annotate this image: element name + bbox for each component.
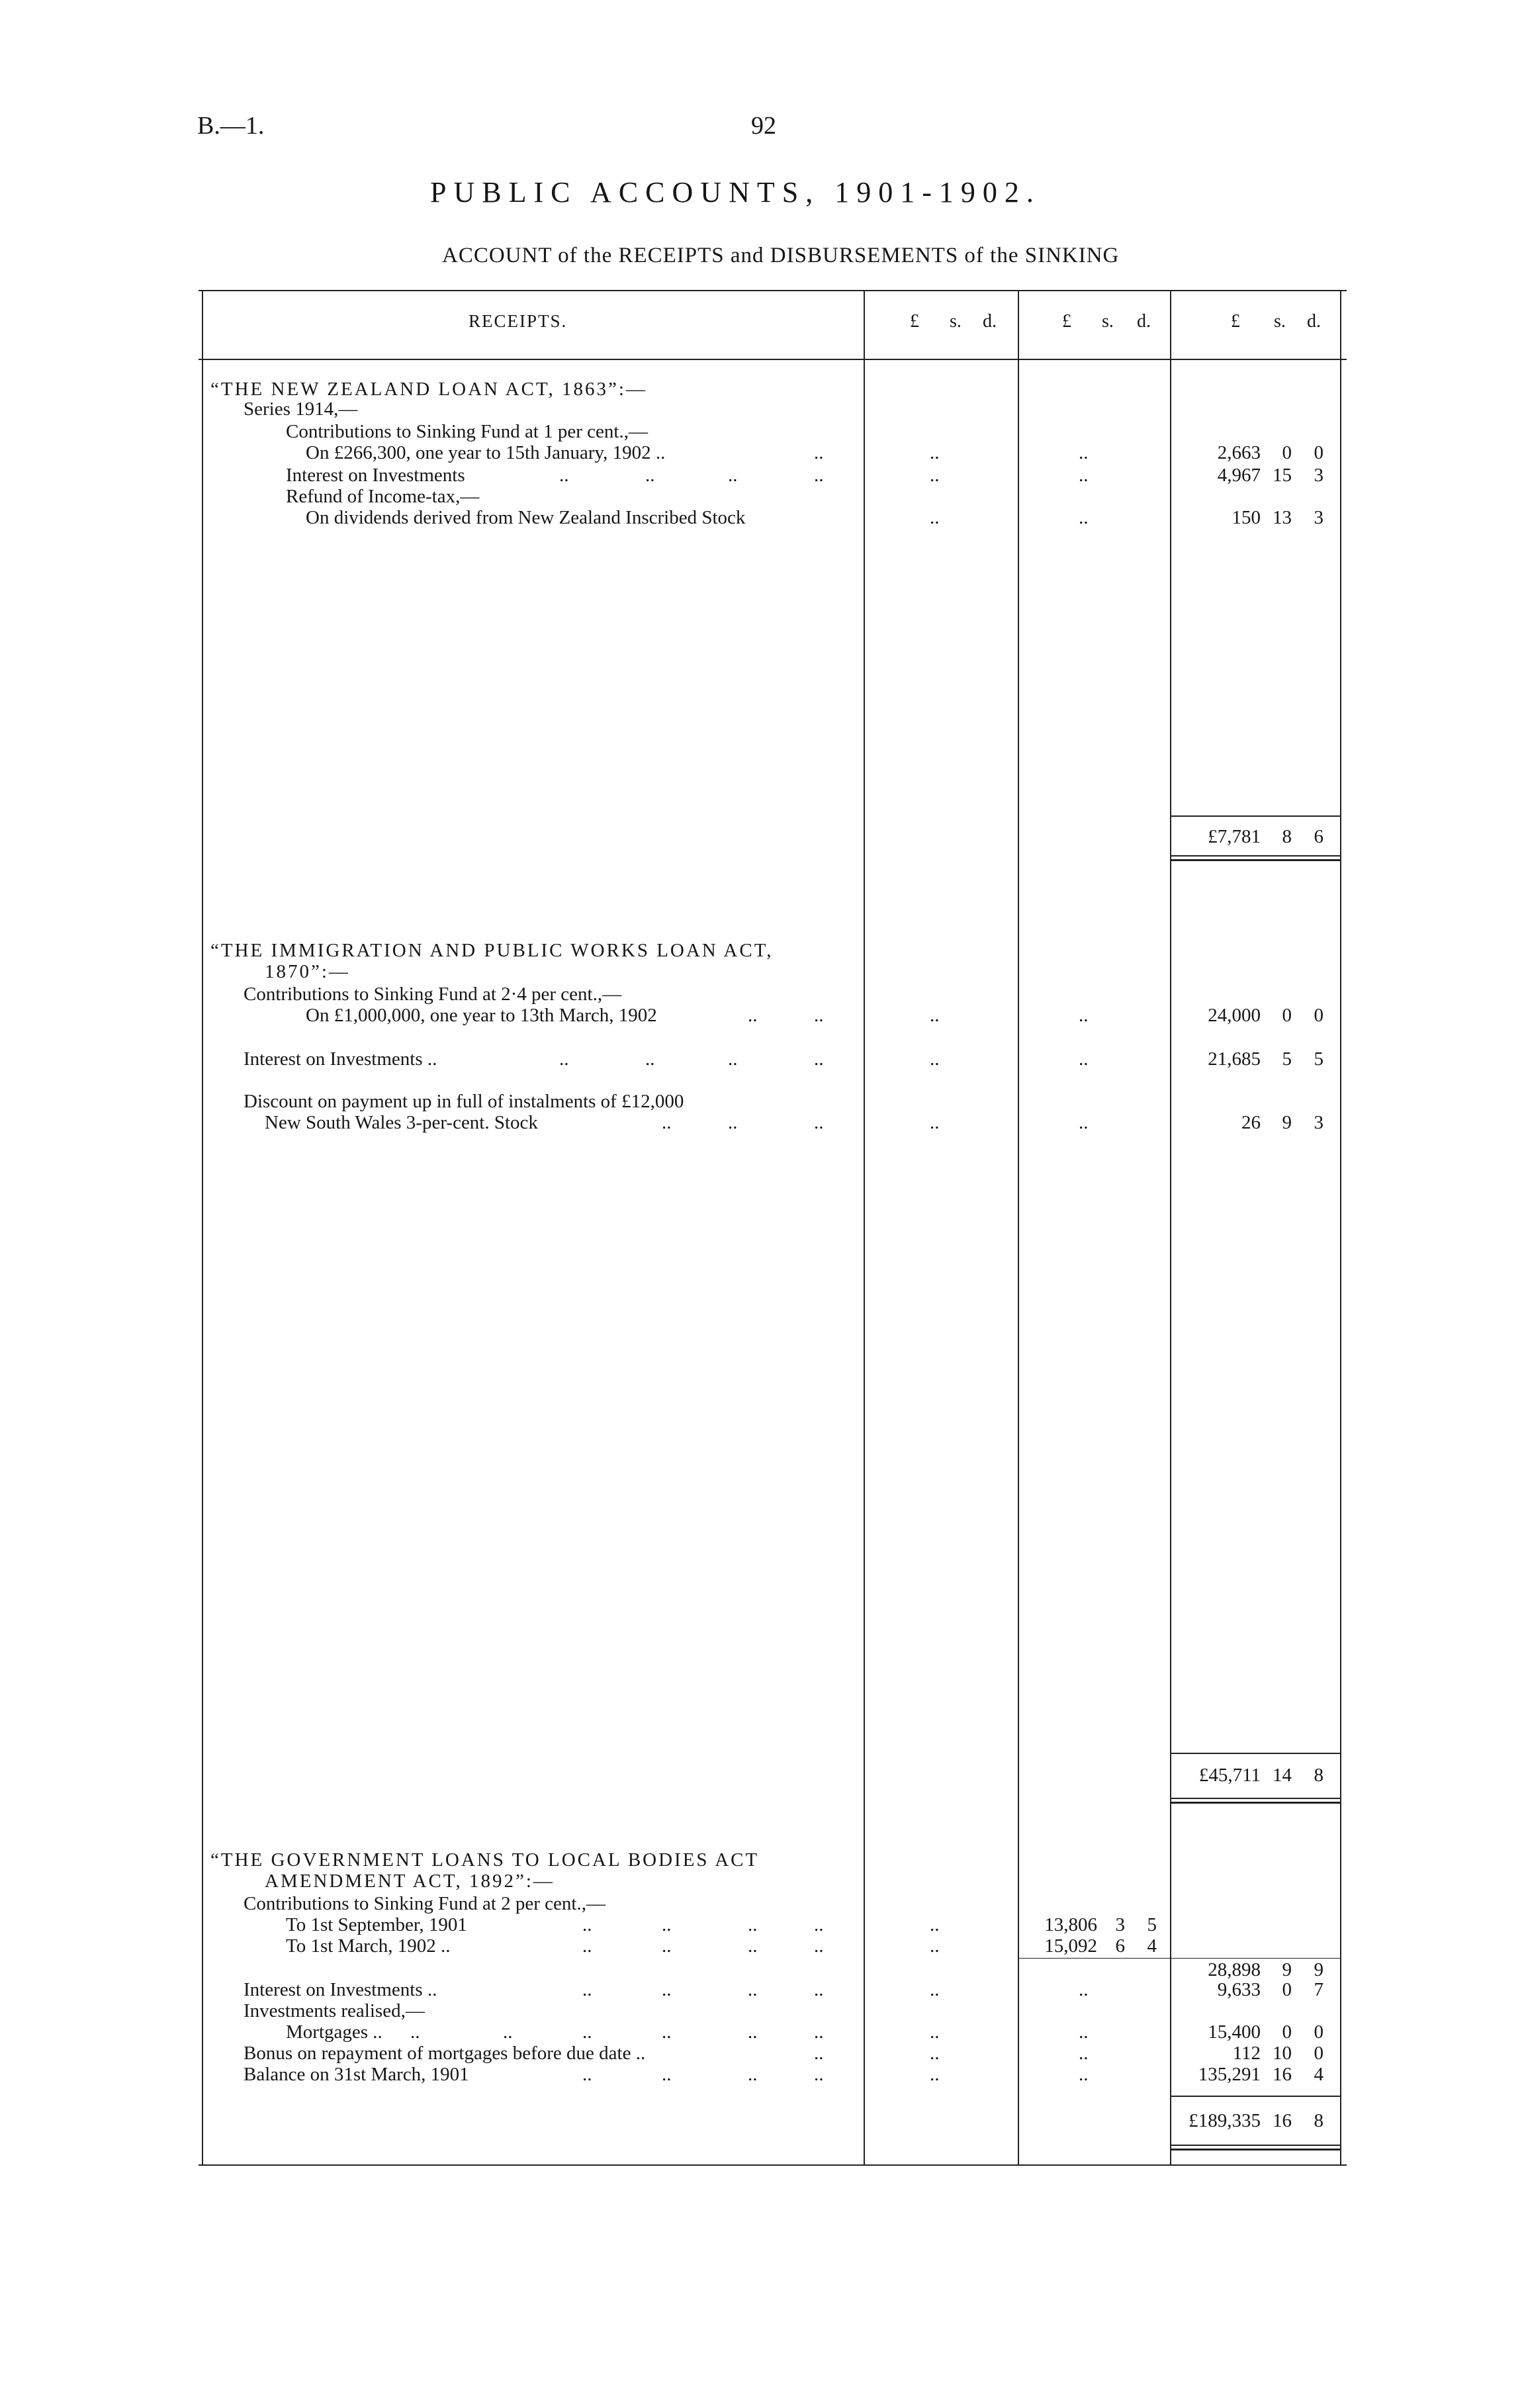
pounds-value: 135,291 [1198,2064,1261,2085]
balance-line: Balance on 31st March, 1901 [244,2064,469,2085]
leader-dots: .. [930,2043,940,2064]
leader-dots: .. [814,2021,824,2043]
pence-value: 6 [1314,826,1323,847]
shillings-value: 0 [1282,442,1292,463]
section-heading-cont: AMENDMENT ACT, 1892”:— [265,1871,555,1892]
leader-dots: .. [930,442,940,463]
section-heading-cont: 1870”:— [265,961,350,982]
pound-label: £ [1062,311,1071,332]
double-rule [1170,1802,1340,1804]
shillings-value: 16 [1273,2110,1292,2131]
interest-line: Interest on Investments .. [244,1048,437,1070]
col-divider-2 [1018,290,1019,2166]
leader-dots: .. [748,2064,758,2085]
leader-dots: .. [930,1048,940,1070]
pounds-value: 15,092 [1044,1935,1097,1957]
pence-label: d. [1137,311,1151,332]
section-heading: “THE GOVERNMENT LOANS TO LOCAL BODIES ACT [210,1849,760,1871]
leader-dots: .. [814,442,824,463]
col-divider-1 [864,290,865,2166]
pence-value: 0 [1314,2043,1323,2064]
pence-value: 4 [1314,2064,1323,2085]
pence-value: 3 [1314,1112,1323,1133]
double-rule [1170,2149,1340,2151]
pound-label: £ [1231,311,1240,332]
pounds-value: 24,000 [1208,1005,1261,1026]
pound-label: £ [910,311,919,332]
shilling-label: s. [950,311,962,332]
on-amount-line: On £1,000,000, one year to 13th March, 1902 [306,1005,657,1026]
leader-dots: .. [410,2021,420,2043]
page-ref: B.—1. [197,112,265,140]
leader-dots: .. [645,465,655,486]
leader-dots: .. [582,2021,592,2043]
pence-value: 3 [1314,507,1323,528]
pounds-value: 21,685 [1208,1048,1261,1070]
leader-dots: .. [930,1935,940,1957]
leader-dots: .. [1079,442,1089,463]
double-rule [1170,1798,1340,1799]
pence-value: 4 [1147,1935,1157,1957]
leader-dots: .. [662,2021,672,2043]
leader-dots: .. [930,2064,940,2085]
pounds-value: 150 [1232,507,1261,528]
leader-dots: .. [662,1914,672,1935]
on-amount-line: On £266,300, one year to 15th January, 1902 .. [306,442,666,463]
leader-dots: .. [930,1914,940,1935]
leader-dots: .. [559,1048,569,1070]
pence-value: 7 [1314,1979,1323,2000]
shillings-value: 13 [1273,507,1292,528]
table-right-border [1340,290,1341,2166]
contrib-line: Contributions to Sinking Fund at 1 per cent.,— [286,421,648,442]
pence-value: 9 [1314,1959,1323,1980]
leader-dots: .. [728,1048,738,1070]
pounds-value: 9,633 [1217,1979,1261,2000]
leader-dots: .. [748,1979,758,2000]
total-rule [1170,1753,1340,1754]
leader-dots: .. [814,1005,824,1026]
double-rule [1170,2145,1340,2146]
shillings-value: 0 [1282,1979,1292,2000]
leader-dots: .. [1079,2043,1089,2064]
interest-line: Interest on Investments [286,465,465,486]
leader-dots: .. [662,1112,672,1133]
pounds-value: 13,806 [1044,1914,1097,1935]
contrib-line: Contributions to Sinking Fund at 2·4 per cent.,— [244,984,622,1005]
leader-dots: .. [662,1979,672,2000]
account-subtitle: ACCOUNT of the RECEIPTS and DISBURSEMENTS of the SINKING [442,244,1120,267]
leader-dots: .. [1079,1005,1089,1026]
pence-label: d. [1307,311,1321,332]
shilling-label: s. [1274,311,1286,332]
total-rule [1170,2096,1340,2097]
pounds-value: £45,711 [1198,1765,1261,1786]
shillings-value: 16 [1273,2064,1292,2085]
leader-dots: .. [930,465,940,486]
shillings-value: 10 [1273,2043,1292,2064]
shillings-value: 6 [1115,1935,1125,1957]
pence-value: 3 [1314,465,1323,486]
leader-dots: .. [1079,507,1089,528]
leader-dots: .. [930,1005,940,1026]
series-line: Series 1914,— [244,398,358,420]
pounds-value: £7,781 [1208,826,1261,847]
march-line: To 1st March, 1902 .. [286,1935,451,1957]
leader-dots: .. [582,2064,592,2085]
shillings-value: 0 [1282,2021,1292,2043]
pence-value: 5 [1147,1914,1157,1935]
shillings-value: 5 [1282,1048,1292,1070]
leader-dots: .. [1079,1112,1089,1133]
subtotal-rule [1018,1958,1340,1959]
table-left-border [202,290,203,2166]
shillings-value: 14 [1273,1765,1292,1786]
header-rule [199,359,1347,360]
leader-dots: .. [1079,2021,1089,2043]
leader-dots: .. [930,1979,940,2000]
table-bottom-rule [199,2164,1347,2166]
shillings-value: 3 [1115,1914,1125,1935]
shilling-label: s. [1102,311,1114,332]
shillings-value: 9 [1282,1112,1292,1133]
contrib-line: Contributions to Sinking Fund at 2 per cent.,— [244,1893,605,1914]
leader-dots: .. [814,2043,824,2064]
leader-dots: .. [1079,1048,1089,1070]
page-title: PUBLIC ACCOUNTS, 1901-1902. [430,176,1041,208]
leader-dots: .. [814,465,824,486]
leader-dots: .. [559,465,569,486]
leader-dots: .. [814,1935,824,1957]
leader-dots: .. [1079,2064,1089,2085]
leader-dots: .. [930,2021,940,2043]
leader-dots: .. [728,465,738,486]
leader-dots: .. [814,1048,824,1070]
pence-value: 0 [1314,2021,1323,2043]
leader-dots: .. [814,1914,824,1935]
leader-dots: .. [645,1048,655,1070]
leader-dots: .. [814,2064,824,2085]
realised-line: Investments realised,— [244,2000,425,2021]
pounds-value: 15,400 [1208,2021,1261,2043]
leader-dots: .. [748,1914,758,1935]
pounds-value: 2,663 [1217,442,1261,463]
double-rule [1170,855,1340,857]
interest-line: Interest on Investments .. [244,1979,437,2000]
pence-label: d. [983,311,997,332]
leader-dots: .. [728,1112,738,1133]
pounds-value: 28,898 [1208,1959,1261,1980]
section-heading: “THE IMMIGRATION AND PUBLIC WORKS LOAN ACT, [210,940,774,961]
leader-dots: .. [1079,465,1089,486]
leader-dots: .. [503,2021,513,2043]
dividends-line: On dividends derived from New Zealand Inscribed Stock [306,507,746,528]
leader-dots: .. [582,1935,592,1957]
leader-dots: .. [930,1112,940,1133]
pounds-value: 4,967 [1217,465,1261,486]
table-top-rule [199,290,1347,291]
col-divider-3 [1170,290,1171,2166]
bonus-line: Bonus on repayment of mortgages before due date .. [244,2043,646,2064]
mortgages-line: Mortgages .. [286,2021,382,2043]
leader-dots: .. [662,1935,672,1957]
shillings-value: 0 [1282,1005,1292,1026]
shillings-value: 8 [1282,826,1292,847]
shillings-value: 9 [1282,1959,1292,1980]
sept-line: To 1st September, 1901 [286,1914,467,1935]
pence-value: 8 [1314,2110,1323,2131]
leader-dots: .. [582,1979,592,2000]
leader-dots: .. [748,1935,758,1957]
section-heading: “THE NEW ZEALAND LOAN ACT, 1863”:— [210,379,647,400]
pence-value: 8 [1314,1765,1323,1786]
pence-value: 5 [1314,1048,1323,1070]
pounds-value: 112 [1232,2043,1261,2064]
pence-value: 0 [1314,442,1323,463]
leader-dots: .. [814,1979,824,2000]
total-rule [1170,815,1340,817]
pounds-value: 26 [1241,1112,1261,1133]
leader-dots: .. [1079,1979,1089,2000]
pounds-value: £189,335 [1188,2110,1261,2131]
pence-value: 0 [1314,1005,1323,1026]
leader-dots: .. [930,507,940,528]
page-number: 92 [751,112,776,140]
leader-dots: .. [662,2064,672,2085]
leader-dots: .. [748,2021,758,2043]
double-rule [1170,859,1340,861]
discount-line: Discount on payment up in full of instalments of £12,000 [244,1091,684,1112]
shillings-value: 15 [1273,465,1292,486]
discount-line-cont: New South Wales 3-per-cent. Stock [265,1112,538,1133]
leader-dots: .. [582,1914,592,1935]
leader-dots: .. [814,1112,824,1133]
receipts-column-header: RECEIPTS. [469,311,568,331]
leader-dots: .. [748,1005,758,1026]
refund-line: Refund of Income-tax,— [286,486,480,507]
